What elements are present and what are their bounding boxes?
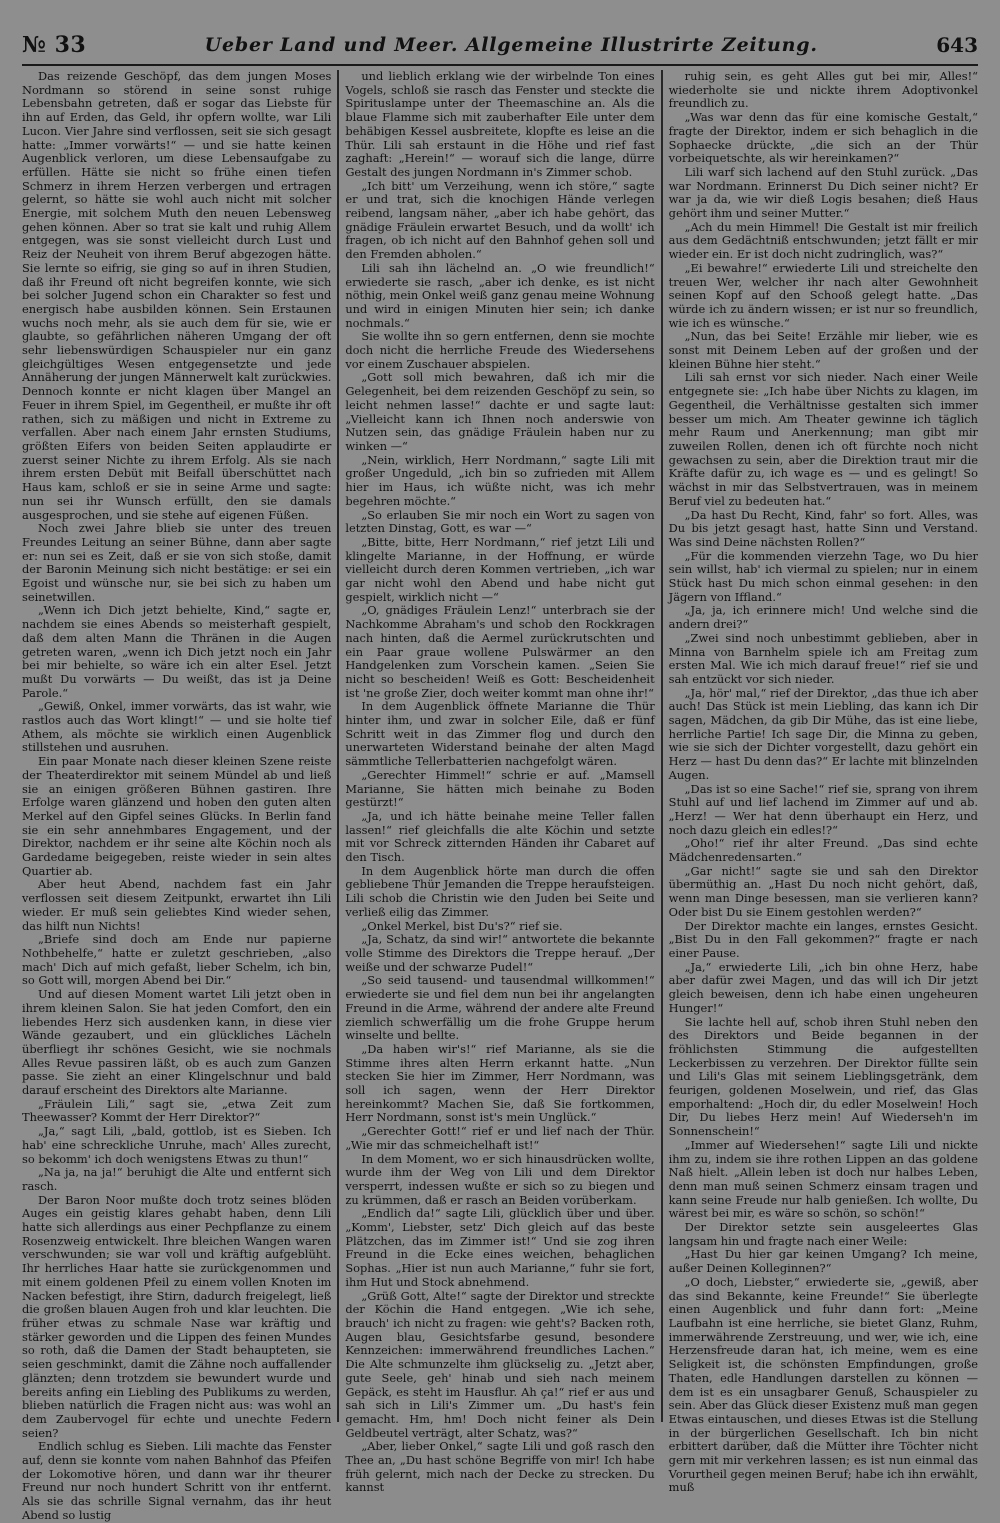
- paragraph: „Da hast Du Recht, Kind, fahr' so fort. Alles, was Du bis jetzt gesagt hast, hatte Sinn und Verstand. Was sind Deine nächsten Rollen?“: [668, 507, 978, 549]
- paragraph: „Zwei sind noch unbestimmt geblieben, aber in Minna von Barnhelm spiele ich am Freitag zum ersten Mal. Wie ich mich darauf freue!“ rief sie und sah entzückt vor sich nieder.: [668, 630, 978, 686]
- paragraph: „Gewiß, Onkel, immer vorwärts, das ist wahr, wie rastlos auch das Wort klingt!“ — und sie holte tief Athem, als möchte sie wirklich einen Augenblick stillstehen und ausruhen.: [22, 699, 332, 755]
- paragraph: „So erlauben Sie mir noch ein Wort zu sagen von letzten Dinstag, Gott, es war —“: [345, 507, 655, 536]
- paragraph: „Nun, das bei Seite! Erzähle mir lieber, wie es sonst mit Deinem Leben auf der großen und der kleinen Bühne hier steht.“: [668, 329, 978, 371]
- paragraph: „Ich bitt' um Verzeihung, wenn ich störe,“ sagte er und trat, sich die knochigen Hände verlegen reibend, langsam näher, „aber ich habe gehört, das gnädige Fräulein erwartet Besuch, und da wollt' ich fragen, ob ich nicht auf den Bahnhof gehen soll und den Fremden abholen.“: [345, 178, 655, 262]
- paragraph: Lili warf sich lachend auf den Stuhl zurück. „Das war Nordmann. Erinnerst Du Dich seiner nicht? Er war ja da, wie wir dieß Logis besahen; dieß Haus gehört ihm und seiner Mutter.“: [668, 164, 978, 221]
- paragraph: „Aber, lieber Onkel,“ sagte Lili und goß rasch den Thee an, „Du hast schöne Begriffe von mir! Ich habe früh gelernt, mich nach der Decke zu strecken. Du kannst: [345, 1439, 655, 1495]
- paragraph: „Briefe sind doch am Ende nur papierne Nothbehelfe,“ hatte er zuletzt geschrieben, „also mach' Dich auf mich gefaßt, lieber Schelm, ich bin, so Gott will, morgen Abend bei Dir.“: [22, 932, 332, 988]
- paragraph: „Ei bewahre!“ erwiederte Lili und streichelte den treuen Wer, welcher ihr nach alter Gewohnheit seinen Kopf auf den Schooß gelegt hatte. „Das würde ich zu ändern wissen; er ist nur so freundlich, wie ich es wünsche.“: [668, 260, 978, 330]
- page-header: [22, 30, 978, 60]
- paragraph: „Ja, ja, ich erinnere mich! Und welche sind die andern drei?“: [668, 603, 978, 632]
- paragraph: „Was war denn das für eine komische Gestalt,“ fragte der Direktor, indem er sich behaglich in die Sophaecke drückte, „die sich an der Thür vorbeiquetschte, als wir hereinkamen?“: [668, 110, 978, 166]
- paragraph: „Bitte, bitte, Herr Nordmann,“ rief jetzt Lili und klingelte Marianne, in der Hoffnung, er würde vielleicht durch deren Kommen vertrieben, „ich war gar nicht wohl den Abend und habe nicht gut gespielt, wirklich nicht —“: [345, 534, 655, 604]
- paragraph: „So seid tausend- und tausendmal willkommen!“ erwiederte sie und fiel dem nun bei ihr angelangten Freund in die Arme, während der andere alte Freund ziemlich schwerfällig um die frohe Gruppe herum winselte und bellte.: [345, 973, 655, 1043]
- paragraph: In dem Moment, wo er sich hinausdrücken wollte, wurde ihm der Weg von Lili und dem Direktor versperrt, indessen wußte er sich so zu biegen und zu krümmen, daß er rasch an Beiden vorüberkam.: [345, 1151, 655, 1207]
- column-divider: [661, 70, 663, 1422]
- paragraph: In dem Augenblick hörte man durch die offen gebliebene Thür Jemanden die Treppe heraufsteigen. Lili schob die Christin wie den Juden bei Seite und verließ eilig das Zimmer.: [345, 863, 655, 919]
- paragraph: „Hast Du hier gar keinen Umgang? Ich meine, außer Deinen Kolleginnen?“: [668, 1247, 978, 1276]
- header-rule: [22, 64, 978, 66]
- page-number: 643: [936, 33, 978, 57]
- paragraph: Der Baron Noor mußte doch trotz seines blöden Auges ein geistig klares gehabt haben, denn Lili hatte sich allerdings aus einer Pechpflanze zu einem Rosenzweig entwickelt. Ihre bleichen Wangen waren verschwunden; sie war voll und kräftig aufgeblüht. Ihr herrliches Haar hatte sie zurückgenommen und mit einem goldenen Pfeil zu einem vollen Knoten im Nacken befestigt, ihre Stirn, dadurch freigelegt, ließ die großen blauen Augen froh und klar leuchten. Die früher etwas zu schmale Nase war kräftig und stärker geworden und die Lippen des feinen Mundes so roth, daß die Damen der Stadt behaupteten, sie seien geschminkt, damit die Zähne noch auffallender glänzten; denn trotzdem sie bewundert wurde und bereits anfing ein Liebling des Publikums zu werden, blieben natürlich die Fragen nicht aus: was wohl an dem Zaubervogel für echte und unechte Federn seien?: [22, 1192, 332, 1440]
- paragraph: „Ja, Schatz, da sind wir!“ antwortete die bekannte volle Stimme des Direktors die Treppe herauf. „Der weiße und der schwarze Pudel!“: [345, 932, 655, 974]
- paragraph: „Immer auf Wiedersehen!“ sagte Lili und nickte ihm zu, indem sie ihre rothen Lippen an das goldene Naß hielt. „Allein leben ist doch nur halbes Leben, denn man muß seinen Schmerz einsam tragen und kann seine Freude nur halb genießen. Ich wollte, Du wärest bei mir, es wäre so schön, so schön!“: [668, 1137, 978, 1221]
- paragraph: „Onkel Merkel, bist Du's?“ rief sie.: [361, 918, 563, 933]
- paragraph: „Ja,“ erwiederte Lili, „ich bin ohne Herz, habe aber dafür zwei Magen, und das will ich Dir jetzt gleich beweisen, denn ich habe einen ungeheuren Hunger!“: [668, 959, 978, 1015]
- paragraph: Aber heut Abend, nachdem fast ein Jahr verflossen seit diesem Zeitpunkt, erwartet ihn Lili wieder. Er muß sein geliebtes Kind wieder sehen, das hilft nun Nichts!: [22, 877, 332, 933]
- paragraph: und lieblich erklang wie der wirbelnde Ton eines Vogels, schloß sie rasch das Fenster und steckte die Spirituslampe unter der Theemaschine an. Als die blaue Flamme sich mit zauberhafter Eile unter dem behäbigen Kessel ausbreitete, klopfte es leise an die Thür. Lili sah erstaunt in die Höhe und rief fast zaghaft: „Herein!“ — worauf sich die lange, dürre Gestalt des jungen Nordmann in's Zimmer schob.: [345, 69, 655, 179]
- masthead-title: Ueber Land und Meer. Allgemeine Illustrirte Zeitung.: [204, 34, 818, 56]
- paragraph: Noch zwei Jahre blieb sie unter des treuen Freundes Leitung an seiner Bühne, dann aber sagte er: nun sei es Zeit, daß er sie von sich stoße, damit der Baronin Meinung sich nicht bestätige: er sei ein Egoist und wünsche nur, sie bei sich zu haben um seinetwillen.: [22, 521, 332, 604]
- paragraph: In dem Augenblick öffnete Marianne die Thür hinter ihm, und zwar in solcher Eile, daß er fünf Schritt weit in das Zimmer flog und durch den unerwarteten Widerstand beinahe der alten Magd sämmtliche Tellerbatterien nachgefolgt wären.: [345, 699, 655, 769]
- paragraph: „Ach du mein Himmel! Die Gestalt ist mir freilich aus dem Gedächtniß entschwunden; jetzt fällt er mir wieder ein. Er ist doch nicht zudringlich, was?“: [668, 219, 978, 262]
- paragraph: „Ja, und ich hätte beinahe meine Teller fallen lassen!“ rief gleichfalls die alte Köchin und setzte mit vor Schreck zitternden Händen ihr Cabaret auf den Tisch.: [345, 808, 655, 865]
- paragraph: „Oho!“ rief ihr alter Freund. „Das sind echte Mädchenredensarten.“: [668, 836, 978, 865]
- paragraph: „Wenn ich Dich jetzt behielte, Kind,“ sagte er, nachdem sie eines Abends so meisterhaft gespielt, daß dem alten Mann die Thränen in die Augen getreten waren, „wenn ich Dich jetzt noch ein Jahr bei mir behielte, so wäre ich ein alter Esel. Jetzt mußt Du vorwärts — Du weißt, das ist ja Deine Parole.“: [22, 603, 332, 700]
- text-columns: [22, 69, 978, 1522]
- paragraph: „Da haben wir's!“ rief Marianne, als sie die Stimme ihres alten Herrn erkannt hatte. „Nun stecken Sie hier im Zimmer, Herr Nordmann, was soll ich sagen, wenn der Herr Direktor hereinkommt? Machen Sie, daß Sie fortkommen, Herr Nordmann, sonst ist's mein Unglück.“: [345, 1041, 655, 1125]
- paragraph: „O doch, Liebster,“ erwiederte sie, „gewiß, aber das sind Bekannte, keine Freunde!“ Sie überlegte einen Augenblick und fuhr dann fort: „Meine Laufbahn ist eine herrliche, sie bietet Glanz, Ruhm, immerwährende Zerstreuung, und wer, wie ich, eine Herzensfreude daran hat, ich meine, wem es eine Seligkeit ist, die schönsten Empfindungen, große Thaten, edle Handlungen darstellen zu können — dem ist es ein unsagbarer Genuß, Schauspieler zu sein. Aber das Glück dieser Existenz muß man gegen Etwas eintauschen, und dieses Etwas ist die Stellung in der bürgerlichen Gesellschaft. Ich bin nicht erbittert darüber, daß die Mütter ihre Töchter nicht gern mit mir verkehren lassen; es ist nun einmal das Vorurtheil gegen meinen Beruf; habe ich ihn erwählt, muß: [668, 1274, 978, 1495]
- paragraph: Ein paar Monate nach dieser kleinen Szene reiste der Theaterdirektor mit seinem Mündel ab und ließ sie an einigen größeren Bühnen gastiren. Ihre Erfolge waren glänzend und hoben den guten alten Merkel auf den Gipfel seines Glücks. In Berlin fand sie ein sehr annehmbares Engagement, und der Direktor, nachdem er ihr seine alte Köchin noch als Gardedame beigegeben, reiste wieder in sein altes Quartier ab.: [22, 754, 332, 878]
- paragraph: Das reizende Geschöpf, das dem jungen Moses Nordmann so störend in seine sonst ruhige Lebensbahn getreten, daß er sogar das Liebste für ihn auf Erden, das Geld, ihr opfern wollte, war Lili Lucon. Vier Jahre sind verflossen, seit sie sich gesagt hatte: „Immer vorwärts!“ — und sie hatte keinen Augenblick verloren, um diese Lebensaufgabe zu erfüllen. Hätte sie nicht so frühe einen tiefen Schmerz in ihrem Herzen verbergen und ertragen gelernt, so hätte sie wohl auch nicht mit solcher Energie, mit solchem Muth den neuen Lebensweg gehen können. Aber so trat sie kalt und ruhig Allem entgegen, was sie sonst vielleicht durch Lust und Reiz der Neuheit von ihrem Beruf abgezogen hätte. Sie lernte so eifrig, sie ging so auf in ihren Studien, daß ihr Freund oft nicht begreifen konnte, wie sich bei solcher Jugend schon ein Charakter so fest und energisch habe ausbilden können. Sein Erstaunen wuchs noch mehr, als sie auch dem für sie, wie er glaubte, so gefährlichen näheren Umgang der oft sehr liebenswürdigen Schauspieler nur ein ganz gleichgültiges Wesen entgegensetzte und jede Annäherung der jungen Männerwelt kalt zurückwies. Dennoch konnte er nicht klagen über Mangel an Feuer in ihrem Spiel, im Gegentheil, er mußte ihr oft rathen, sich zu mäßigen und nicht in Extreme zu verfallen. Aber nach einem Jahr ernsten Studiums, größten Eifers von beiden Seiten applaudirte er zuerst seiner Nichte zu ihrem Erfolg. Als sie nach ihrem ersten Debüt mit Beifall überschüttet nach Haus kam, schloß er sie in seine Arme und sagte: nun sei ihr Wunsch erfüllt, den sie damals ausgesprochen, und sie stehe auf eigenen Füßen.: [22, 69, 332, 522]
- paragraph: „Endlich da!“ sagte Lili, glücklich über und über. „Komm', Liebster, setz' Dich gleich auf das beste Plätzchen, das im Zimmer ist!“ Und sie zog ihren Freund in die Ecke eines weichen, behaglichen Sophas. „Hier ist nun auch Marianne,“ fuhr sie fort, ihm Hut und Stock abnehmend.: [345, 1206, 655, 1289]
- paragraph: Sie lachte hell auf, schob ihren Stuhl neben den des Direktors und Beide begannen in der fröhlichsten Stimmung die aufgestellten Leckerbissen zu verzehren. Der Direktor füllte sein und Lili's Glas mit seinem Lieblingsgetränk, dem feurigen, goldenen Moselwein, und rief, das Glas emporhaltend: „Hoch dir, du edler Moselwein! Hoch Dir, Du liebes Herz mein! Auf Wiederseh'n im Sonnenschein!“: [668, 1014, 978, 1139]
- paragraph: „Gerechter Himmel!“ schrie er auf. „Mamsell Marianne, Sie hätten mich beinahe zu Boden gestürzt!“: [345, 767, 655, 810]
- paragraph: „Nein, wirklich, Herr Nordmann,“ sagte Lili mit großer Ungeduld, „ich bin so zufrieden mit Allem hier im Haus, ich wüßte nicht, was ich mehr begehren möchte.“: [345, 452, 655, 508]
- paragraph: Endlich schlug es Sieben. Lili machte das Fenster auf, denn sie konnte vom nahen Bahnhof das Pfeifen der Lokomotive hören, und dann war ihr theurer Freund nur noch hundert Schritt von ihr entfernt. Als sie das schrille Signal vernahm, das ihr heut Abend so lustig: [22, 1439, 332, 1522]
- paragraph: „Gar nicht!“ sagte sie und sah den Direktor übermüthig an. „Hast Du noch nicht gehört, daß, wenn man Dinge besessen, man sie verlieren kann? Oder bist Du sie Einem gestohlen werden?“: [668, 863, 978, 919]
- paragraph: „Grüß Gott, Alte!“ sagte der Direktor und streckte der Köchin die Hand entgegen. „Wie ich sehe, brauch' ich nicht zu fragen: wie geht's? Backen roth, Augen blau, Gesichtsfarbe gesund, besondere Kennzeichen: immerwährend freundliches Lachen.“ Die Alte schmunzelte ihm glückselig zu. „Jetzt aber, gute Seele, geh' hinab und sieh nach meinem Gepäck, es steht im Hausflur. Ah ça!“ rief er aus und sah sich in Lili's Zimmer um. „Du hast's fein gemacht. Hm, hm! Doch nicht feiner als Dein Geldbeutel verträgt, alter Schatz, was?“: [345, 1288, 655, 1440]
- column-divider: [337, 70, 339, 1422]
- paragraph: Und auf diesen Moment wartet Lili jetzt oben in ihrem kleinen Salon. Sie hat jeden Comfort, den ein liebendes Herz sich ausdenken kann, in diese vier Wände gezaubert, und ein glückliches Lächeln überfliegt ihr schönes Gesicht, wie sie nochmals Alles Revue passiren läßt, ob es auch zum Ganzen passe. Sie zieht an einer Klingelschnur und bald darauf erscheint des Direktors alte Marianne.: [22, 987, 332, 1098]
- paragraph: „O, gnädiges Fräulein Lenz!“ unterbrach sie der Nachkomme Abraham's und schob den Rockkragen nach hinten, daß die Aermel zurückrutschten und ein Paar graue wollene Pulswärmer an den Handgelenken zum Vorschein kamen. „Seien Sie nicht so bescheiden! Weiß es Gott: Bescheidenheit ist 'ne große Zier, doch weiter kommt man ohne ihr!“: [345, 603, 655, 700]
- paragraph: ruhig sein, es geht Alles gut bei mir, Alles!“ wiederholte sie und nickte ihrem Adoptivonkel freundlich zu.: [668, 69, 978, 111]
- paragraph: „Na ja, na ja!“ beruhigt die Alte und entfernt sich rasch.: [22, 1165, 332, 1193]
- paragraph: Lili sah ihn lächelnd an. „O wie freundlich!“ erwiederte sie rasch, „aber ich denke, es ist nicht nöthig, mein Onkel weiß ganz genau meine Wohnung und wird in einigen Minuten hier sein; ich danke nochmals.“: [345, 260, 655, 330]
- paragraph: „Ja, hör' mal,“ rief der Direktor, „das thue ich aber auch! Das Stück ist mein Liebling, das kann ich Dir sagen, Mädchen, da gib Dir Mühe, das ist eine liebe, herrliche Partie! Ich sage Dir, die Minna zu geben, wie sie sich der Dichter vorgestellt, dazu gehört ein Herz — hast Du denn das?“ Er lachte mit blinzelnden Augen.: [668, 685, 978, 782]
- column-2: [345, 69, 655, 1495]
- issue-number: № 33: [22, 32, 87, 58]
- paragraph: „Ja,“ sagt Lili, „bald, gottlob, ist es Sieben. Ich hab' eine schreckliche Unruhe, mach' Alles zurecht, so bekomm' ich doch wenigstens Etwas zu thun!“: [22, 1124, 332, 1166]
- paragraph: Der Direktor setzte sein ausgeleertes Glas langsam hin und fragte nach einer Weile:: [668, 1220, 978, 1248]
- paragraph: „Fräulein Lili,“ sagt sie, „etwa Zeit zum Theewasser? Kommt der Herr Direktor?“: [22, 1096, 332, 1125]
- paragraph: Lili sah ernst vor sich nieder. Nach einer Weile entgegnete sie: „Ich habe über Nichts zu klagen, im Gegentheil, die Verhältnisse gestalten sich immer besser um mich. Am Theater gewinne ich täglich mehr Raum und Anerkennung; man gibt mir zuweilen Rollen, denen ich oft fürchte noch nicht gewachsen zu sein, aber die Direktion traut mir die Kräfte dafür zu, ich wage es — und es gelingt! So wächst in mir das Selbstvertrauen, was in meinem Beruf viel zu bedeuten hat.“: [668, 370, 978, 508]
- paragraph: „Gerechter Gott!“ rief er und lief nach der Thür. „Wie mir das schmeichelhaft ist!“: [345, 1124, 655, 1152]
- column-1: [22, 69, 332, 1522]
- paragraph: „Für die kommenden vierzehn Tage, wo Du hier sein willst, hab' ich viermal zu spielen; nur in einem Stück hast Du mich schon einmal gesehen: in den Jägern von Iffland.“: [668, 548, 978, 604]
- paragraph: Sie wollte ihn so gern entfernen, denn sie mochte doch nicht die herrliche Freude des Wiedersehens vor einem Zuschauer abspielen.: [345, 329, 655, 371]
- column-3: [668, 69, 978, 1495]
- paragraph: Der Direktor machte ein langes, ernstes Gesicht. „Bist Du in den Fall gekommen?“ fragte er nach einer Pause.: [668, 918, 978, 960]
- paragraph: „Gott soll mich bewahren, daß ich mir die Gelegenheit, bei dem reizenden Geschöpf zu sein, so leicht nehmen lasse!“ dachte er und sagte laut: „Vielleicht kann ich Ihnen noch anderswie von Nutzen sein, das gnädige Fräulein haben nur zu winken —“: [345, 370, 655, 453]
- paragraph: „Das ist so eine Sache!“ rief sie, sprang von ihrem Stuhl auf und lief lachend im Zimmer auf und ab. „Herz! — Wer hat denn überhaupt ein Herz, und noch dazu gleich ein edles!?“: [668, 781, 978, 837]
